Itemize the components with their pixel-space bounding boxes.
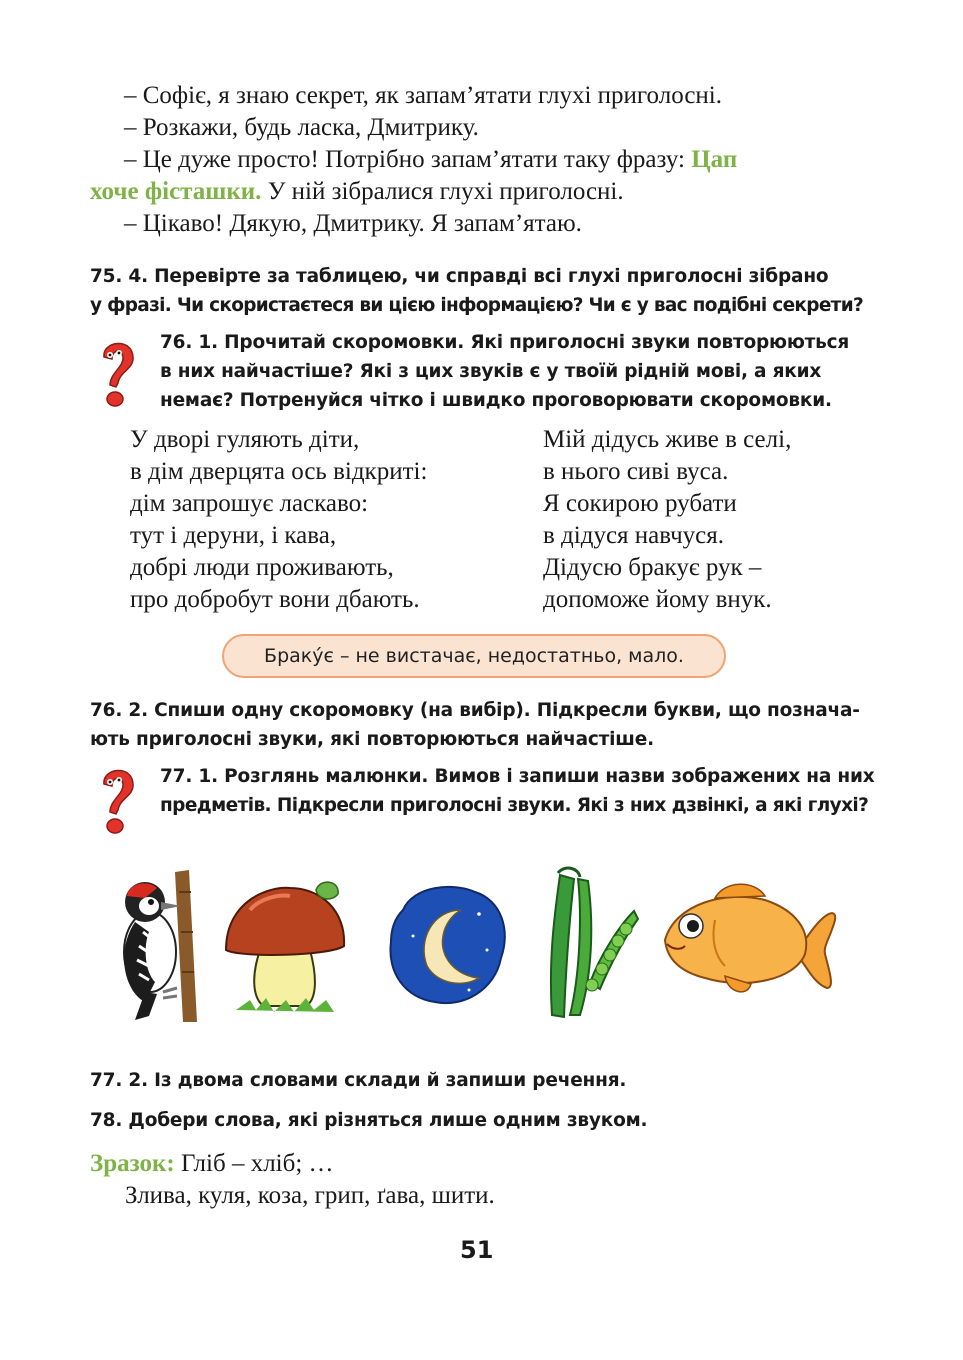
poem-line: добрі люди проживають,	[130, 554, 394, 581]
mushroom-icon	[220, 880, 350, 1020]
task-line: 76. 1. Прочитай скоромовки. Які приголосні звуки повторюються	[160, 332, 850, 353]
dialogue-line: – Софіє, я знаю секрет, як запам’ятати глухі приголосні.	[124, 82, 722, 109]
poem-left	[130, 424, 510, 616]
poem-line: в дідуся навчуся.	[543, 522, 725, 549]
poem-line: У дворі гуляють діти,	[130, 426, 360, 453]
task-line: 76. 2. Спиши одну скоромовку (на вибір). Підкресли букви, що познача-	[90, 700, 860, 721]
task-line: у фразі. Чи скористаєтеся ви цією інформацією? Чи є у вас подібні секрети?	[90, 295, 863, 316]
poem-line: дім запрошує ласкаво:	[130, 490, 369, 517]
vocabulary-note: Бракýє – не вистачає, недостатньо, мало.	[222, 634, 726, 678]
poem-line: в дім дверцята ось відкриті:	[130, 458, 428, 485]
dialogue-line	[90, 176, 870, 208]
poem-line: в нього сиві вуса.	[543, 458, 729, 485]
peas-icon	[530, 865, 640, 1025]
moon-icon	[383, 880, 513, 1010]
task-77-1	[160, 762, 875, 820]
task-78: 78. Добери слова, які різняться лише одним звуком.	[90, 1110, 648, 1131]
poem-line: Я сокирою рубати	[543, 490, 737, 517]
task-line: немає? Потренуйся чітко і швидко проговорювати скоромовки.	[160, 390, 832, 411]
task-line: 75. 4. Перевірте за таблицею, чи справді всі глухі приголосні зібрано	[90, 266, 829, 287]
question-mark-icon	[92, 762, 142, 836]
woodpecker-icon	[105, 862, 215, 1022]
poem-line: тут і деруни, і кава,	[130, 522, 337, 549]
dialogue-line	[90, 144, 870, 176]
dialogue-text: – Це дуже просто! Потрібно запам’ятати таку фразу:	[124, 146, 692, 173]
task-line: 77. 1. Розглянь малюнки. Вимов і запиши назви зображених на них	[160, 766, 875, 787]
question-mark-icon	[92, 335, 142, 409]
page-number: 51	[460, 1236, 494, 1264]
example	[90, 1148, 334, 1180]
dialogue-line: – Розкажи, будь ласка, Дмитрику.	[124, 114, 479, 141]
task-76-1	[160, 328, 870, 415]
dialogue-text: У ній зібралися глухі приголосні.	[261, 178, 624, 205]
highlighted-phrase: Цап	[691, 146, 738, 173]
word-list: Злива, куля, коза, грип, ґава, шити.	[125, 1182, 495, 1209]
task-76-2	[90, 696, 870, 754]
task-line: в них найчастіше? Які з цих звуків є у твоїй рідній мові, а яких	[160, 361, 822, 382]
fish-icon	[655, 880, 840, 1010]
dialogue	[90, 80, 870, 240]
example-label: Зразок:	[90, 1150, 175, 1177]
task-line: ють приголосні звуки, які повторюються найчастіше.	[90, 729, 654, 750]
poem-line: Мій дідусь живе в селі,	[543, 426, 792, 453]
poem-line: про добробут вони дбають.	[130, 586, 420, 613]
highlighted-phrase: хоче фісташки.	[90, 178, 262, 205]
poem-line: Дідусю бракує рук –	[543, 554, 762, 581]
task-line: предметів. Підкресли приголосні звуки. Які з них дзвінкі, а які глухі?	[160, 795, 869, 816]
pictures-row	[105, 850, 845, 1030]
poem-right	[543, 424, 863, 616]
example-text: Гліб – хліб; …	[174, 1150, 334, 1177]
poem-line: допоможе йому внук.	[543, 586, 772, 613]
task-75-4	[90, 262, 870, 320]
task-77-2: 77. 2. Із двома словами склади й запиши речення.	[90, 1070, 627, 1091]
dialogue-line: – Цікаво! Дякую, Дмитрику. Я запам’ятаю.	[124, 210, 582, 237]
